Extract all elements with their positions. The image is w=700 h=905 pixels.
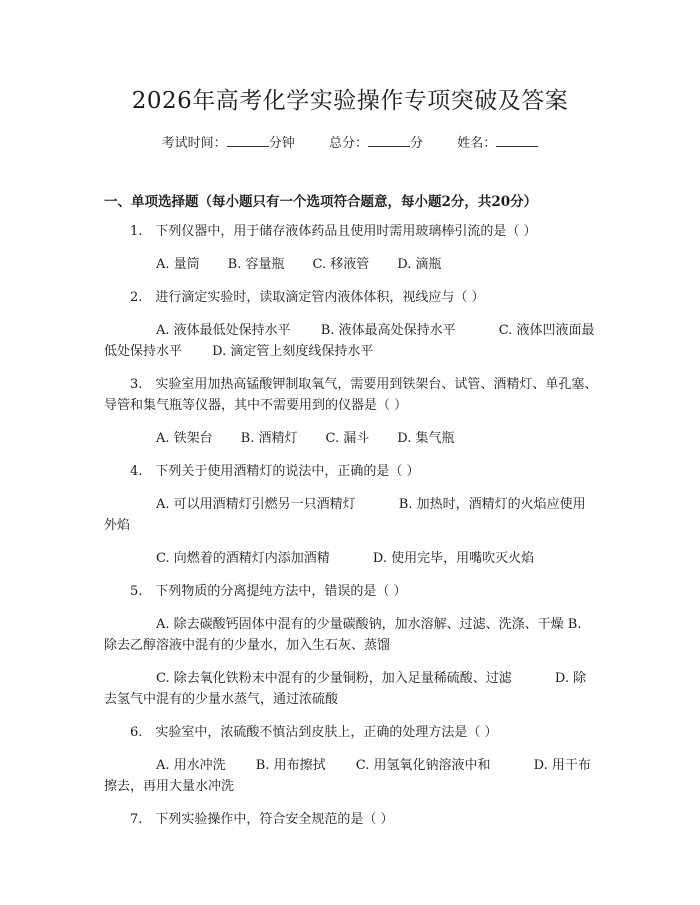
name-blank <box>496 135 538 147</box>
question-list <box>104 221 598 842</box>
option-d: D. 滴瓶 <box>397 257 442 272</box>
question-options-4a <box>104 494 598 536</box>
question-stem-4: 4. 下列关于使用酒精灯的说法中，正确的是（ ） <box>130 464 420 479</box>
option-b: B. 用布擦拭 <box>255 758 326 773</box>
question-options-5a <box>104 614 598 656</box>
page-title: 2026年高考化学实验操作专项突破及答案 <box>131 88 569 114</box>
question-options-1 <box>104 254 598 275</box>
time-label: 考试时间： <box>161 136 227 151</box>
question-stem-1: 1. 下列仪器中，用于储存液体药品且使用时需用玻璃棒引流的是（ ） <box>130 224 537 239</box>
option-c: C. 用氢氧化钠溶液中和 <box>355 758 491 773</box>
question-stem-6: 6. 实验室中，浓硫酸不慎沾到皮肤上，正确的处理方法是（ ） <box>130 725 498 740</box>
option-a: A. 可以用酒精灯引燃另一只酒精灯 <box>156 497 356 512</box>
option-c: C. 液体凹液面最低处保持水平 <box>104 323 595 359</box>
time-blank <box>227 135 269 147</box>
question-options-4b <box>104 548 598 569</box>
name-label: 姓名： <box>457 136 497 151</box>
option-c: C. 漏斗 <box>325 431 370 446</box>
question-options-3 <box>104 428 598 449</box>
option-a: A. 铁架台 <box>156 431 213 446</box>
option-d: D. 除去氢气中混有的少量水蒸气，通过浓硫酸 <box>104 671 587 707</box>
option-b: B. 酒精灯 <box>240 431 298 446</box>
option-b: B. 除去乙醇溶液中混有的少量水，加入生石灰、蒸馏 <box>104 617 582 653</box>
option-b: B. 液体最高处保持水平 <box>320 323 456 338</box>
option-d: D. 集气瓶 <box>397 431 455 446</box>
question-options-5b <box>104 668 598 710</box>
score-label: 总分： <box>328 136 368 151</box>
option-a: A. 用水冲洗 <box>156 758 226 773</box>
section-heading: 一、单项选择题（每小题只有一个选项符合题意，每小题2分，共20分） <box>104 194 538 210</box>
option-c: C. 向燃着的酒精灯内添加酒精 <box>156 551 330 566</box>
time-unit: 分钟 <box>268 136 295 151</box>
option-d: D. 用干布擦去，再用大量水冲洗 <box>104 758 591 794</box>
question-stem-2: 2. 进行滴定实验时，读取滴定管内液体体积，视线应与（ ） <box>130 290 485 305</box>
option-b: B. 加热时，酒精灯的火焰应使用外焰 <box>104 497 586 533</box>
option-d: D. 使用完毕，用嘴吹灭火焰 <box>372 551 535 566</box>
exam-info-line <box>0 132 700 151</box>
option-b: B. 容量瓶 <box>227 257 285 272</box>
option-c: C. 除去氧化铁粉末中混有的少量铜粉，加入足量稀硫酸、过滤 <box>156 671 512 686</box>
question-options-6 <box>104 755 598 797</box>
question-stem-5: 5. 下列物质的分离提纯方法中，错误的是（ ） <box>130 584 407 599</box>
option-a: A. 液体最低处保持水平 <box>156 323 291 338</box>
option-d: D. 滴定管上刻度线保持水平 <box>212 344 374 359</box>
question-stem-3: 3. 实验室用加热高锰酸钾制取氧气，需要用到铁架台、试管、酒精灯、单孔塞、导管和集气瓶等仪器，其中不需要用到的仪器是（ ） <box>104 377 598 413</box>
question-options-2 <box>104 320 598 362</box>
option-a: A. 量筒 <box>156 257 200 272</box>
option-c: C. 移液管 <box>312 257 370 272</box>
score-unit: 分 <box>410 136 424 151</box>
option-a: A. 除去碳酸钙固体中混有的少量碳酸钠，加水溶解、过滤、洗涤、干燥 <box>156 617 564 632</box>
score-blank <box>368 135 410 147</box>
question-stem-7: 7. 下列实验操作中，符合安全规范的是（ ） <box>130 812 394 827</box>
